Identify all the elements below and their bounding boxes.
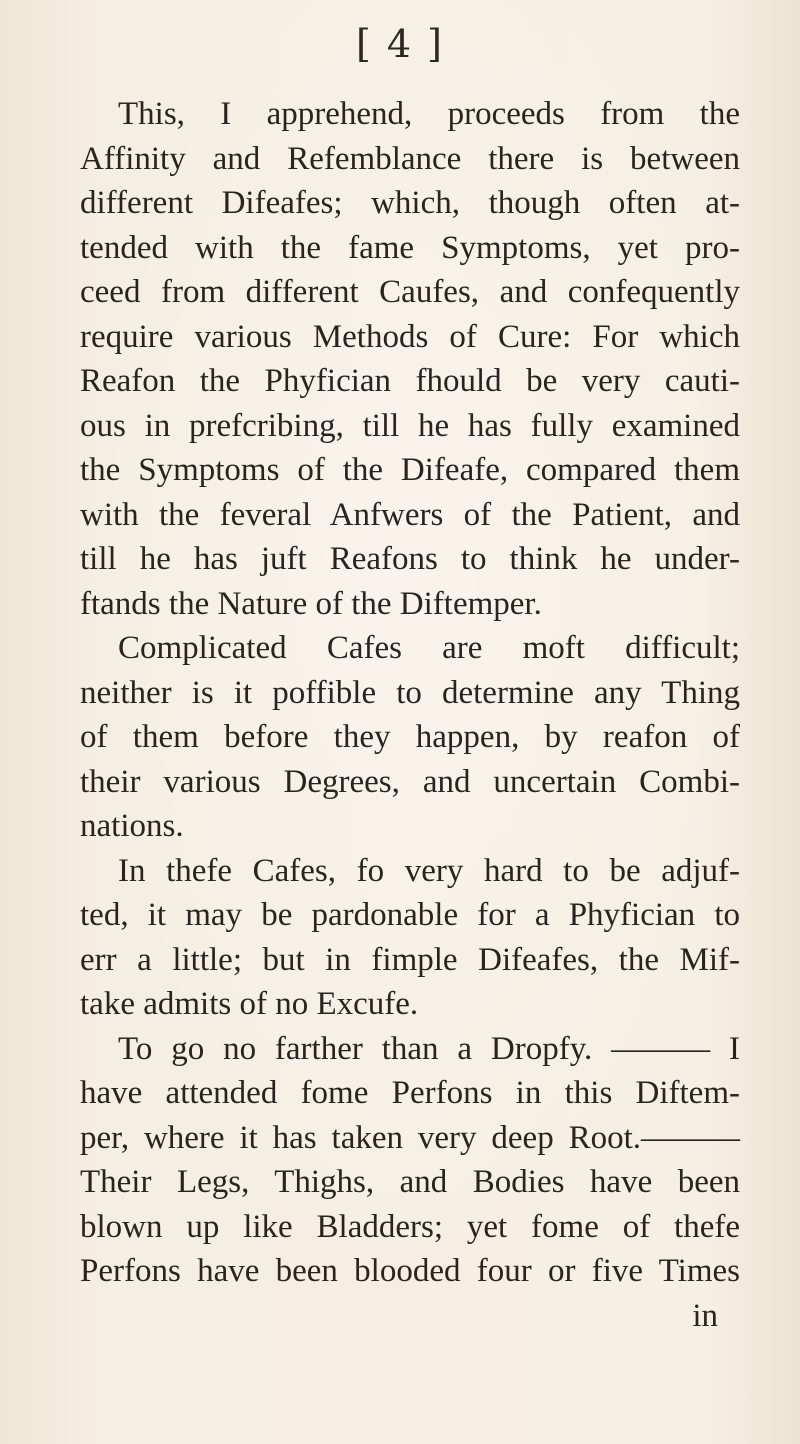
text-line: till he has juft Reafons to think he under-	[80, 541, 740, 577]
text-line: with the feveral Anfwers of the Patient, and	[80, 496, 740, 533]
text-line: tended with the fame Symptoms, yet pro-	[80, 229, 740, 266]
text-line: per, where it has taken very deep Root.———	[80, 1119, 740, 1156]
text-line: have attended fome Perfons in this Diftem-	[80, 1075, 740, 1111]
text-line: ted, it may be pardonable for a Phyfician to	[80, 897, 740, 933]
text-line: different Difeafes; which, though often at-	[80, 185, 740, 221]
text-line: take admits of no Excufe.	[80, 986, 419, 1022]
text-line: nations.	[80, 808, 184, 844]
text-line: Complicated Cafes are moft difficult;	[118, 630, 740, 666]
text-line: This, I apprehend, proceeds from the	[118, 96, 740, 132]
text-line: Their Legs, Thighs, and Bodies have been	[80, 1164, 740, 1200]
text-line: neither is it poffible to determine any Thing	[80, 674, 740, 711]
text-line: Reafon the Phyfician fhould be very cauti-	[80, 363, 740, 399]
page-number-header: [ 4 ]	[356, 22, 444, 66]
text-line: require various Methods of Cure: For which	[80, 318, 740, 355]
text-line: their various Degrees, and uncertain Combi-	[80, 763, 740, 800]
text-line: ceed from different Caufes, and confequently	[80, 274, 740, 310]
text-line: of them before they happen, by reafon of	[80, 719, 740, 755]
text-line: ftands the Nature of the Diftemper.	[80, 585, 542, 622]
body-text	[80, 92, 740, 1338]
text-line: the Symptoms of the Difeafe, compared them	[80, 452, 740, 488]
text-line: Affinity and Refemblance there is between	[80, 140, 740, 177]
text-line: err a little; but in fimple Difeafes, the Mif-	[80, 941, 740, 978]
catchword: in	[692, 1297, 718, 1334]
text-line: Perfons have been blooded four or five Times	[80, 1253, 740, 1289]
text-line: To go no farther than a Dropfy. ——— I	[118, 1030, 740, 1067]
text-line: ous in prefcribing, till he has fully examined	[80, 407, 740, 444]
text-line: In thefe Cafes, fo very hard to be adjuf-	[118, 852, 740, 889]
text-line: blown up like Bladders; yet fome of thefe	[80, 1208, 740, 1245]
